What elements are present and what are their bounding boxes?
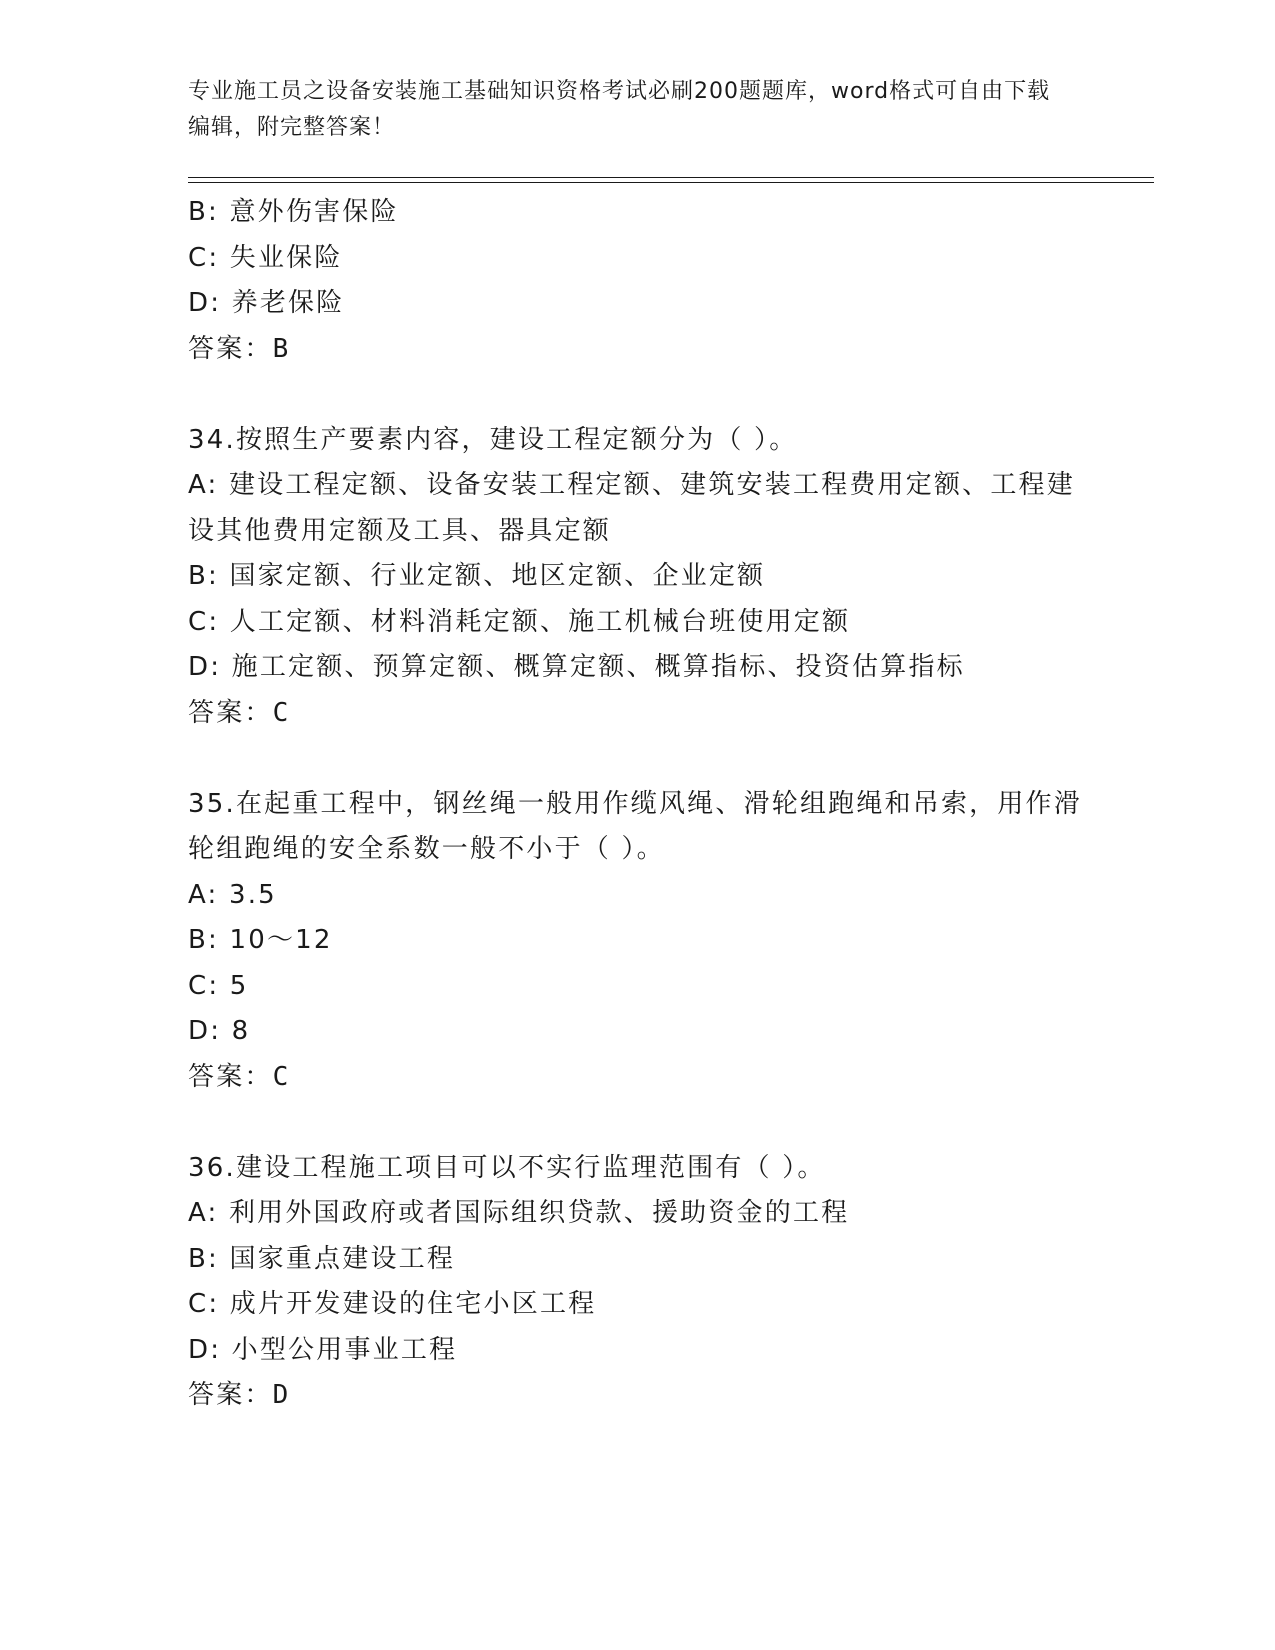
- option-c: C: 人工定额、材料消耗定额、施工机械台班使用定额: [188, 606, 851, 637]
- option-a: A: 3.5: [188, 879, 277, 910]
- document-header: 专业施工员之设备安装施工基础知识资格考试必刷200题题库，word格式可自由下载编辑，附完整答案！: [188, 79, 1051, 140]
- question-36: [188, 1146, 1088, 1419]
- option-c: C: 成片开发建设的住宅小区工程: [188, 1289, 597, 1319]
- header-divider-top: [188, 177, 1154, 178]
- option-a: A: 建设工程定额、设备安装工程定额、建筑安装工程费用定额、工程建设其他费用定额及工具、器具定额: [188, 470, 1075, 546]
- option-b: B: 意外伤害保险: [188, 197, 399, 227]
- question-stem: 34.按照生产要素内容，建设工程定额分为（ ）。: [188, 424, 798, 455]
- answer-line: 答案：D: [188, 1380, 291, 1410]
- option-b: B: 国家定额、行业定额、地区定额、企业定额: [188, 561, 766, 591]
- option-b: B: 10～12: [188, 925, 333, 955]
- answer-line: 答案：B: [188, 333, 291, 364]
- spacer: [188, 736, 1088, 782]
- option-d: D: 施工定额、预算定额、概算定额、概算指标、投资估算指标: [188, 652, 965, 682]
- spacer: [188, 372, 1088, 418]
- option-c: C: 5: [188, 970, 249, 1001]
- option-a: A: 利用外国政府或者国际组织贷款、援助资金的工程: [188, 1198, 850, 1228]
- answer-line: 答案：C: [188, 1061, 291, 1092]
- header-divider-bottom: [188, 182, 1154, 183]
- question-34: [188, 418, 1088, 737]
- question-33-continued: [188, 190, 1088, 372]
- question-35: [188, 782, 1088, 1101]
- option-d: D: 8: [188, 1016, 251, 1046]
- answer-line: 答案：C: [188, 697, 291, 728]
- question-stem: 35.在起重工程中，钢丝绳一般用作缆风绳、滑轮组跑绳和吊索，用作滑轮组跑绳的安全系数一般不小于（ ）。: [188, 788, 1082, 864]
- option-d: D: 养老保险: [188, 288, 345, 318]
- option-d: D: 小型公用事业工程: [188, 1334, 458, 1365]
- question-list: [188, 190, 1088, 1419]
- question-stem: 36.建设工程施工项目可以不实行监理范围有（ ）。: [188, 1152, 826, 1183]
- option-b: B: 国家重点建设工程: [188, 1243, 456, 1274]
- option-c: C: 失业保险: [188, 242, 343, 273]
- spacer: [188, 1100, 1088, 1146]
